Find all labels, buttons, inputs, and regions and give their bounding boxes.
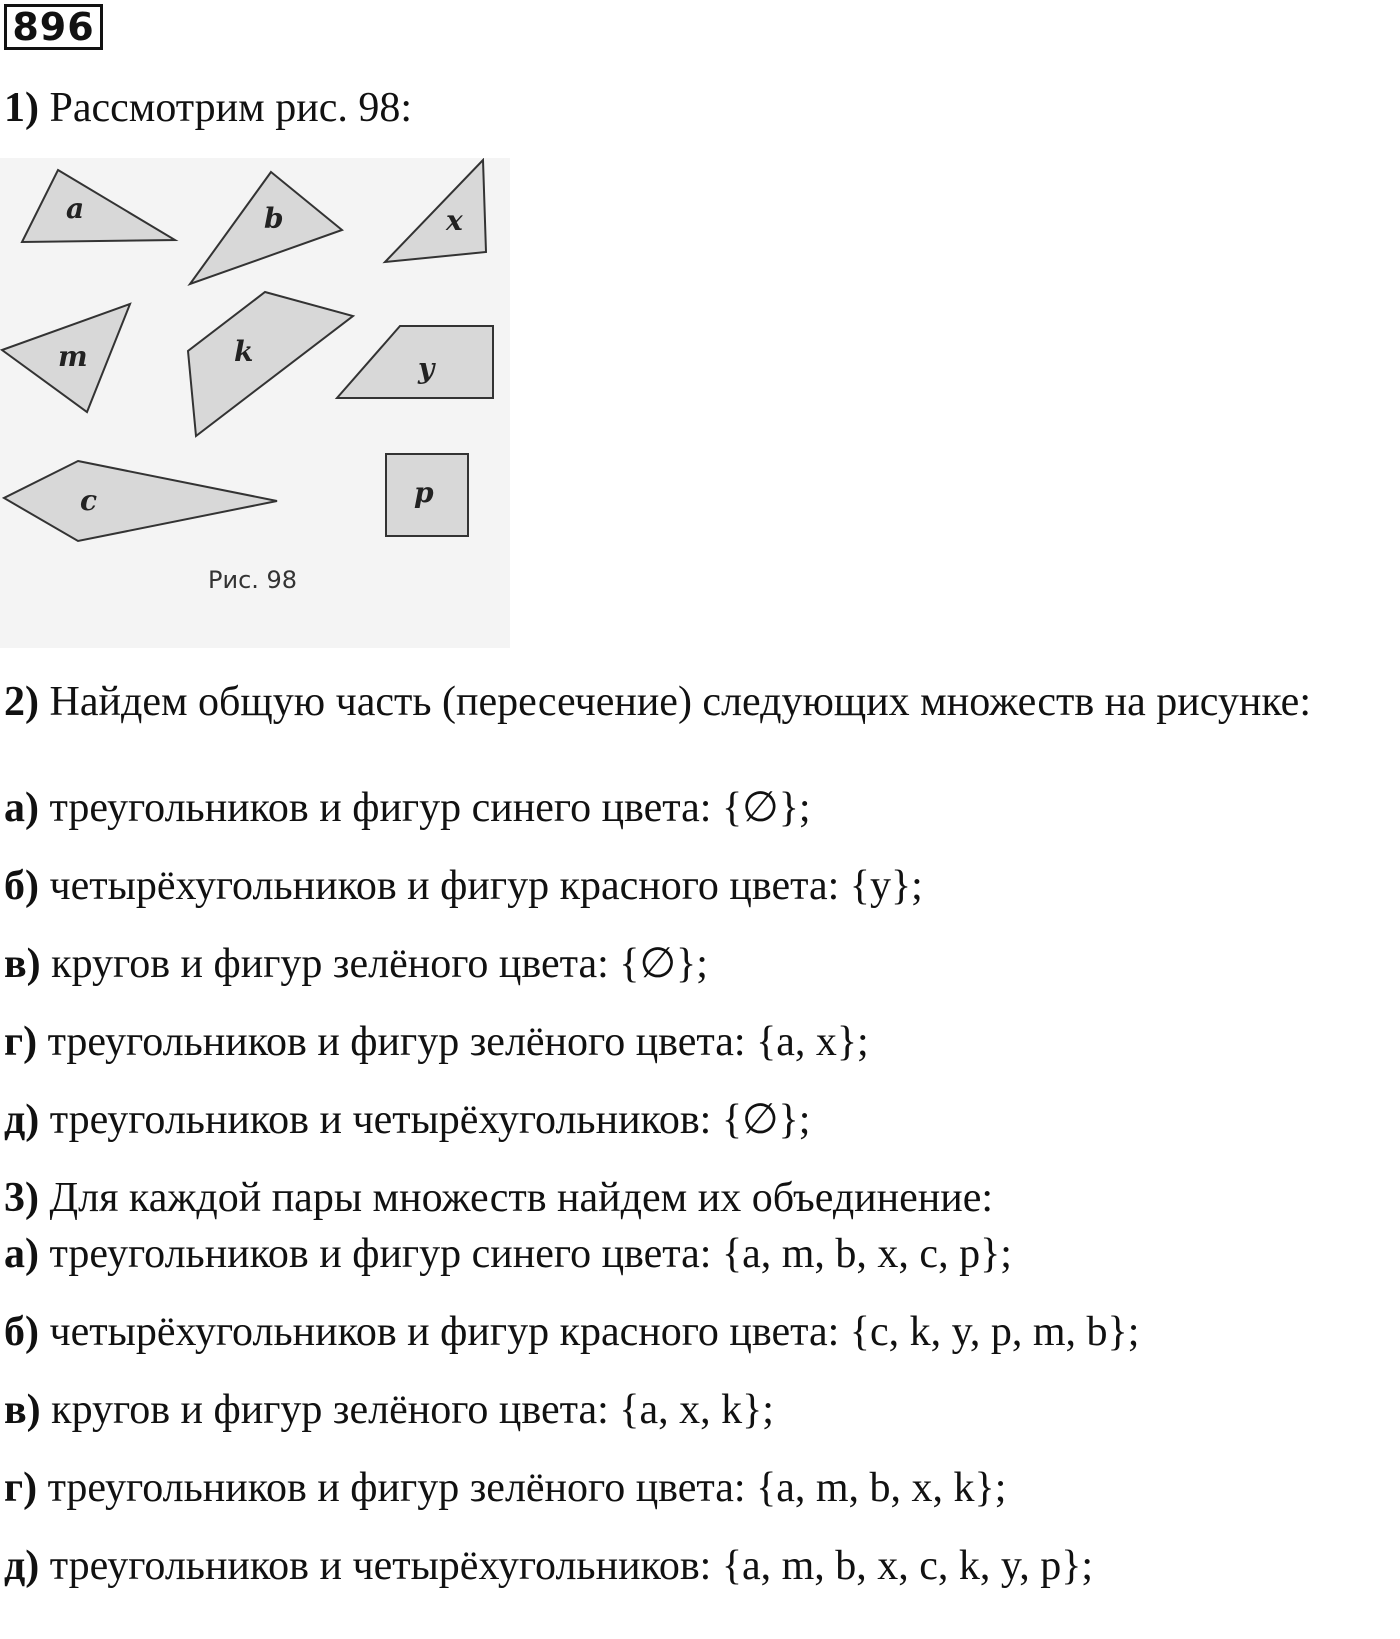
part2-item-b bbox=[4, 862, 923, 910]
part3-item-a-text: треугольников и фигур синего цвета: {a, m, b, x, c, p}; bbox=[39, 1231, 1012, 1277]
part3-item-b-marker: б) bbox=[4, 1309, 39, 1355]
part2-item-d-text: треугольников и четырёхугольников: {∅}; bbox=[39, 1097, 811, 1143]
shape-label-m: m bbox=[58, 340, 88, 373]
part3-item-g bbox=[4, 1464, 1006, 1512]
part3-line bbox=[4, 1174, 993, 1222]
part3-item-g-text: треугольников и фигур зелёного цвета: {a, m, b, x, k}; bbox=[37, 1465, 1007, 1511]
part3-item-d-text: треугольников и четырёхугольников: {a, m, b, x, c, k, y, p}; bbox=[39, 1543, 1094, 1589]
part2-item-b-marker: б) bbox=[4, 863, 39, 909]
part3-item-v-marker: в) bbox=[4, 1387, 41, 1433]
shape-c bbox=[4, 461, 277, 541]
part1-text: Рассмотрим рис. 98: bbox=[39, 85, 413, 131]
shape-label-p: p bbox=[414, 476, 434, 509]
figure-caption: Рис. 98 bbox=[208, 566, 298, 594]
part2-item-v-text: кругов и фигур зелёного цвета: {∅}; bbox=[40, 941, 708, 987]
part2-item-g-text: треугольников и фигур зелёного цвета: {a, x}; bbox=[37, 1019, 869, 1065]
part2-item-a bbox=[4, 784, 811, 832]
part3-item-a bbox=[4, 1230, 1012, 1278]
figure-98-drawing bbox=[0, 158, 510, 648]
part1-line bbox=[4, 84, 412, 132]
part2-item-a-marker: а) bbox=[4, 785, 39, 831]
part2-marker: 2) bbox=[4, 679, 39, 725]
part3-item-b bbox=[4, 1308, 1139, 1356]
shape-label-a: a bbox=[66, 192, 85, 225]
part2-item-v bbox=[4, 940, 708, 988]
part3-text: Для каждой пары множеств найдем их объединение: bbox=[39, 1175, 994, 1221]
shape-label-c: c bbox=[80, 484, 98, 517]
part2-item-d bbox=[4, 1096, 810, 1144]
exercise-number: 896 bbox=[4, 4, 103, 50]
part3-item-v-text: кругов и фигур зелёного цвета: {a, x, k}; bbox=[40, 1387, 774, 1433]
part2-item-a-text: треугольников и фигур синего цвета: {∅}; bbox=[39, 785, 811, 831]
part3-item-b-text: четырёхугольников и фигур красного цвета: {c, k, y, p, m, b}; bbox=[39, 1309, 1140, 1355]
part3-item-d bbox=[4, 1542, 1093, 1590]
shape-label-b: b bbox=[264, 202, 284, 235]
part2-text: Найдем общую часть (пересечение) следующих множеств на рисунке: bbox=[39, 679, 1311, 725]
shape-k bbox=[188, 292, 353, 436]
part2-item-d-marker: д) bbox=[4, 1097, 40, 1143]
part2-item-g-marker: г) bbox=[4, 1019, 38, 1065]
part3-item-a-marker: а) bbox=[4, 1231, 39, 1277]
shape-label-x: x bbox=[446, 204, 463, 237]
figure-98 bbox=[0, 158, 510, 648]
part2-item-b-text: четырёхугольников и фигур красного цвета: {y}; bbox=[39, 863, 923, 909]
shape-y bbox=[337, 326, 493, 398]
part2-item-g bbox=[4, 1018, 869, 1066]
shape-label-y: y bbox=[418, 352, 435, 385]
part1-marker: 1) bbox=[4, 85, 39, 131]
part3-marker: 3) bbox=[4, 1175, 39, 1221]
part3-item-g-marker: г) bbox=[4, 1465, 38, 1511]
part3-item-v bbox=[4, 1386, 774, 1434]
part2-paragraph bbox=[4, 674, 1396, 730]
shape-x bbox=[385, 160, 486, 262]
part2-item-v-marker: в) bbox=[4, 941, 41, 987]
shape-a bbox=[22, 170, 175, 242]
shape-label-k: k bbox=[234, 335, 254, 368]
part3-item-d-marker: д) bbox=[4, 1543, 40, 1589]
